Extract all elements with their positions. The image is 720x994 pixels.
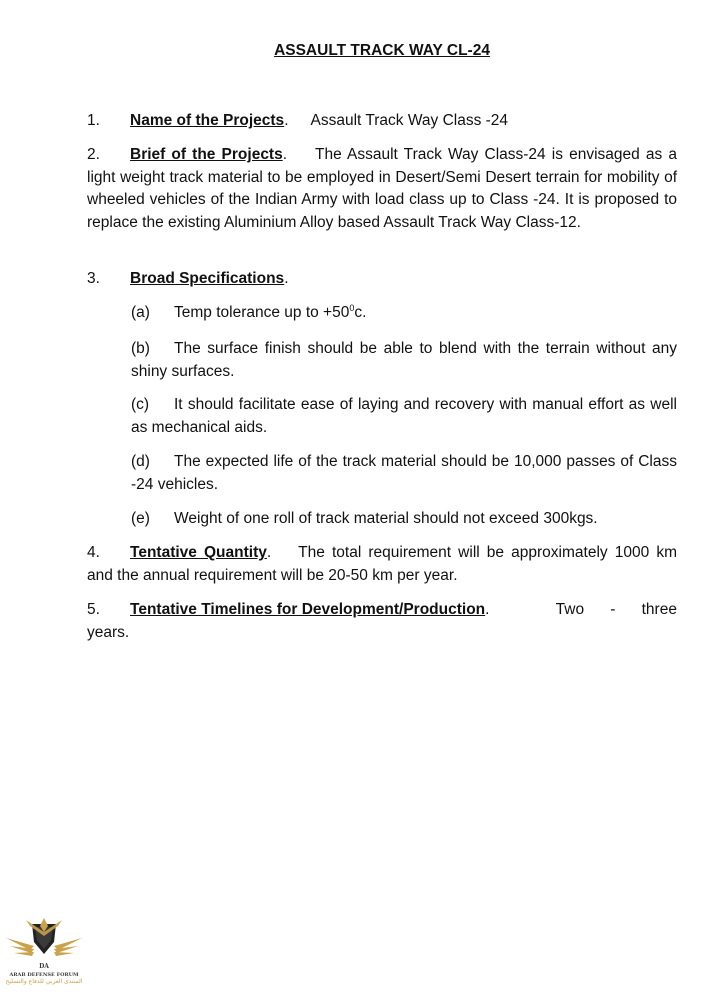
spec-item-text: Temp tolerance up to +50 (174, 304, 350, 321)
logo-name: ARAB DEFENSE FORUM (9, 972, 79, 978)
spec-item-label: (e) (131, 510, 150, 527)
section-text: Assault Track Way Class -24 (310, 112, 509, 129)
section-4: 4. Tentative Quantity. The total requirement will be approximately 1000 km and the annual requirement will be 20-50 km per year. (87, 544, 677, 584)
section-number: 2. (87, 146, 100, 163)
section-text-word: three (641, 601, 677, 618)
section-text: years. (87, 623, 130, 641)
spec-item-text: It should facilitate ease of laying and recovery with manual effort as well as mechanical aids. (131, 396, 677, 436)
spec-item-text: Weight of one roll of track material should not exceed 300kgs. (174, 510, 598, 527)
logo-monogram: DA (39, 963, 49, 970)
superscript: 0 (349, 302, 355, 313)
section-heading: Name of the Projects (130, 112, 285, 129)
spec-item-a: (a) Temp tolerance up to $+50^0c$. (131, 302, 677, 325)
spec-item-label: (d) (131, 453, 150, 470)
section-heading: Tentative Quantity (130, 544, 267, 561)
section-number: 1. (87, 112, 100, 129)
section-heading: Brief of the Projects (130, 146, 283, 163)
logo-arabic: المنتدى العربي للدفاع والتسليح (5, 978, 83, 985)
section-5: 5. Tentative Timelines for Development/Production. Two - three years. (87, 599, 677, 644)
section-text-word: Two (555, 601, 585, 618)
section-number: 4. (87, 544, 100, 561)
spec-item-label: (a) (131, 304, 150, 321)
spec-item-label: (b) (131, 340, 150, 357)
section-heading: Broad Specifications (130, 270, 285, 287)
section-text-word: - (610, 601, 616, 618)
section-1: 1. Name of the Projects. Assault Track Way Class -24 (87, 110, 677, 133)
spec-item-c (131, 394, 677, 439)
section-number: 5. (87, 601, 100, 618)
section-2: 2. Brief of the Projects. The Assault Track Way Class-24 is envisaged as a light weight track material to be employed in Desert/Semi Desert terrain for mobility of wheeled vehicles of the Indian Army with load class up to Class -24. It is proposed to replace the existing Aluminium Alloy based Assault Track Way Class-12. (87, 146, 677, 231)
section-text: The total requirement will be approximately 1000 km and the annual requirement will be 20-50 km per year. (87, 544, 677, 584)
document-title: ASSAULT TRACK WAY CL-24 (274, 42, 490, 59)
spec-item-label: (c) (131, 396, 150, 413)
section-3: 3. Broad Specifications. (87, 268, 677, 291)
spec-item-e (131, 508, 677, 531)
arab-defense-forum-logo (4, 916, 84, 985)
spec-item-text: The surface finish should be able to blend with the terrain without any shiny surfaces. (131, 340, 677, 380)
spec-item-b (131, 338, 677, 383)
spec-item-d (131, 451, 677, 496)
spec-item-text: The expected life of the track material should be 10,000 passes of Class -24 vehicles. (131, 453, 677, 493)
section-text: The Assault Track Way Class-24 is envisaged as a light weight track material to be employed in Desert/Semi Desert terrain for mobility of wheeled vehicles of the Indian Army with load class up to Class -24. It is proposed to replace the existing Aluminium Alloy based Assault Track Way Class-12. (87, 146, 677, 231)
section-heading: Tentative Timelines for Development/Production (130, 601, 486, 618)
section-number: 3. (87, 270, 100, 287)
